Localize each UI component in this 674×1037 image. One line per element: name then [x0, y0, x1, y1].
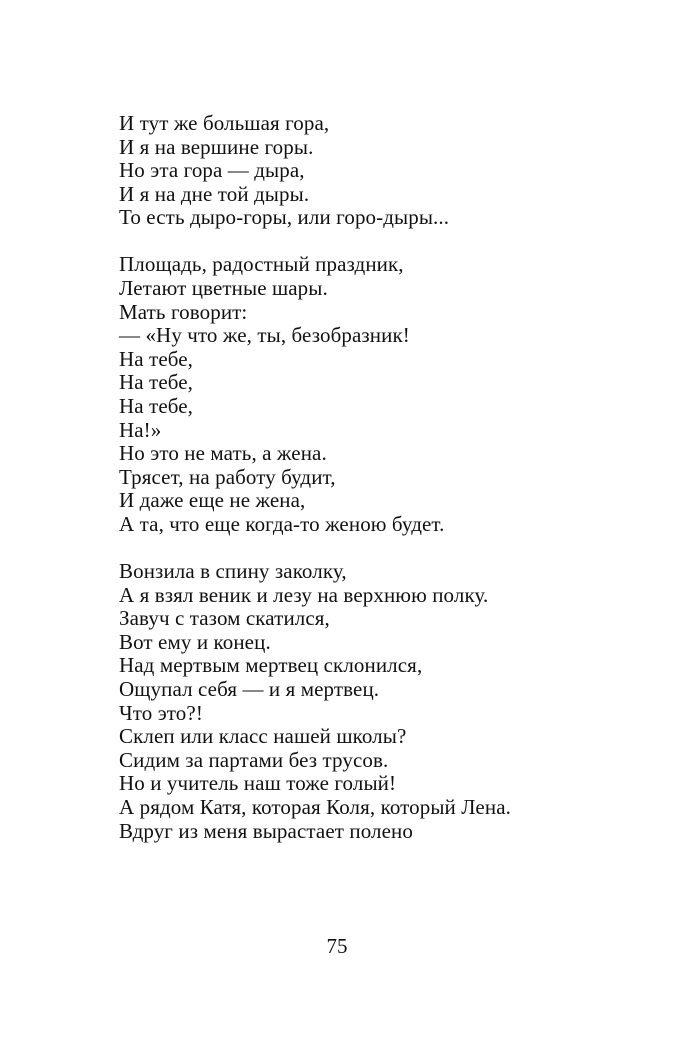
- stanza-1: [119, 112, 639, 230]
- poem-line: То есть дыро-горы, или горо-дыры...: [119, 205, 450, 230]
- poem-line: Трясет, на работу будит,: [119, 464, 336, 489]
- poem-line: Мать говорит:: [119, 299, 248, 324]
- poem-line: Сидим за партами без трусов.: [119, 747, 389, 772]
- poem-line: На тебе,: [119, 394, 194, 419]
- poem-line: А рядом Катя, которая Коля, который Лена.: [119, 795, 511, 820]
- poem-line: Склеп или класс нашей школы?: [119, 724, 407, 749]
- poem-line: Но и учитель наш тоже голый!: [119, 771, 397, 796]
- poem-line: Над мертвым мертвец склонился,: [119, 653, 423, 678]
- poem-line: Ощупал себя — и я мертвец.: [119, 677, 380, 702]
- poem-line: А я взял веник и лезу на верхнюю полку.: [119, 582, 489, 607]
- poem-line: Площадь, радостный праздник,: [119, 252, 404, 277]
- poem-line: И тут же большая гора,: [119, 111, 330, 135]
- poem-line: И я на вершине горы.: [119, 134, 314, 159]
- poem-line: Летают цветные шары.: [119, 276, 328, 301]
- poem-line: Вот ему и конец.: [119, 629, 271, 654]
- poem-line: На тебе,: [119, 346, 194, 371]
- poem-line: Завуч с тазом скатился,: [119, 606, 330, 631]
- poem-text: [119, 112, 639, 867]
- poem-line: Вдруг из меня вырастает полено: [119, 818, 413, 843]
- stanza-3: [119, 560, 639, 843]
- page-number: 75: [326, 934, 348, 958]
- poem-line: Но эта гора — дыра,: [119, 158, 305, 183]
- poem-line: На тебе,: [119, 370, 194, 395]
- poem-line: Но это не мать, а жена.: [119, 441, 327, 466]
- poem-line: — «Ну что же, ты, безобразник!: [119, 323, 410, 348]
- poem-line: Что это?!: [119, 700, 203, 725]
- stanza-2: [119, 253, 639, 536]
- poem-line: И даже еще не жена,: [119, 488, 306, 513]
- poem-line: А та, что еще когда-то женою будет.: [119, 512, 445, 536]
- poem-line: Вонзила в спину заколку,: [119, 559, 347, 584]
- poem-line: И я на дне той дыры.: [119, 181, 310, 206]
- poem-line: На!»: [119, 417, 162, 442]
